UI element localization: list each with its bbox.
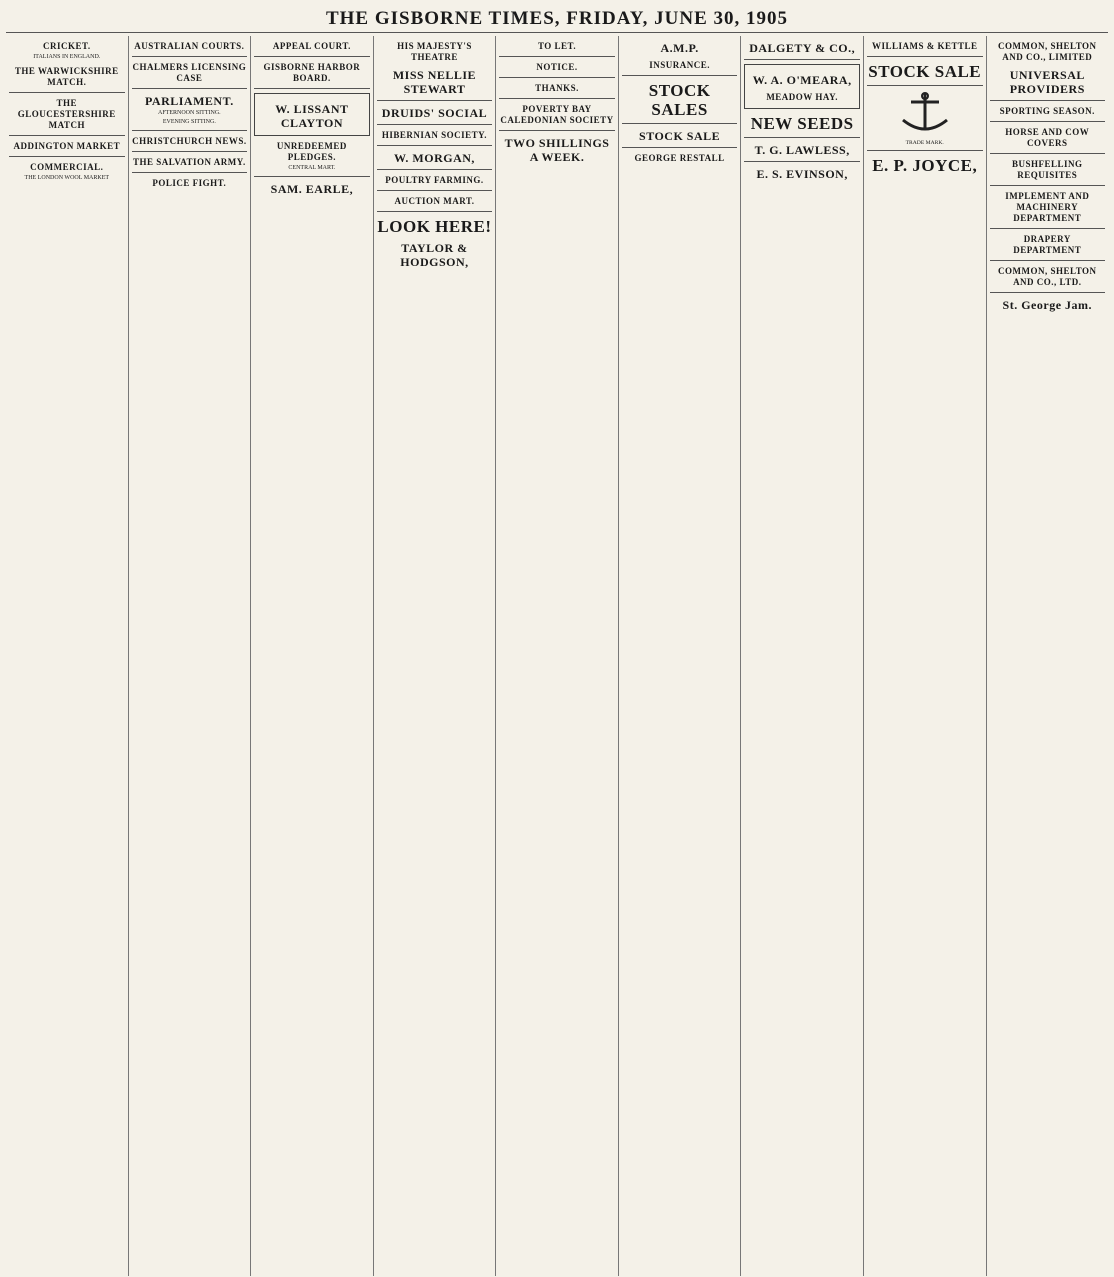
divider [499,130,615,131]
heading: COMMON, SHELTON AND CO., LTD. [998,266,1097,287]
heading: AUCTION MART. [394,196,475,206]
heading: DALGETY & CO., [749,41,856,55]
divider [867,56,983,57]
heading: CRICKET. [42,41,91,51]
heading: BUSHFELLING REQUISITES [1012,159,1083,180]
heading: CHALMERS LICENSING CASE [132,62,247,83]
heading: DRAPERY DEPARTMENT [1013,234,1082,255]
divider [990,260,1106,261]
divider [622,147,738,148]
heading: St. George Jam. [1002,298,1093,312]
divider [254,88,370,89]
heading: CHRISTCHURCH NEWS. [132,136,247,146]
heading: HIBERNIAN SOCIETY. [381,130,488,140]
column-9 [987,36,1109,1276]
heading: POLICE FIGHT. [152,178,227,188]
heading: COMMERCIAL. [30,162,104,172]
heading: POULTRY FARMING. [385,175,484,185]
subheading: CENTRAL MART. [288,165,336,171]
subheading: THE LONDON WOOL MARKET [24,175,110,181]
heading: LOOK HERE! [377,217,492,236]
divider [990,292,1106,293]
heading: UNIVERSAL PROVIDERS [1009,68,1085,96]
divider [499,98,615,99]
heading: DRUIDS' SOCIAL [381,106,488,120]
divider [377,145,493,146]
divider [990,121,1106,122]
heading: NOTICE. [536,62,578,72]
heading: E. S. EVINSON, [756,167,848,181]
divider [377,190,493,191]
column-3 [251,36,374,1276]
divider [744,161,860,162]
column-8 [864,36,987,1276]
column-4 [374,36,497,1276]
heading: TO LET. [537,41,577,51]
divider [9,135,125,136]
heading: T. G. LAWLESS, [754,143,850,157]
heading: THE WARWICKSHIRE MATCH. [14,66,119,87]
divider [990,228,1106,229]
advertisement [254,93,370,136]
subheading: AFTERNOON SITTING. [158,110,221,116]
divider [499,56,615,57]
columns [6,36,1108,1276]
divider [132,88,248,89]
subheading: EVENING SITTING. [162,119,216,125]
heading: STOCK SALE [639,129,721,143]
heading: A.M.P. [660,41,699,55]
divider [132,172,248,173]
heading: W. MORGAN, [394,151,475,165]
heading: STOCK SALE [868,62,982,81]
column-2 [129,36,252,1276]
heading: STOCK SALES [648,81,711,119]
heading: INSURANCE. [649,60,710,70]
heading: THE GLOUCESTERSHIRE MATCH [17,98,116,130]
divider [867,85,983,86]
heading: NEW SEEDS [750,114,854,133]
heading: W. LISSANT CLAYTON [275,102,349,130]
divider [744,59,860,60]
trade-mark-label: TRADE MARK. [905,140,944,146]
heading: E. P. JOYCE, [872,156,978,176]
divider [377,211,493,212]
heading: APPEAL COURT. [272,41,351,51]
heading: AUSTRALIAN COURTS. [134,41,245,51]
heading: W. A. O'MEARA, [752,73,852,87]
heading: IMPLEMENT AND MACHINERY DEPARTMENT [1005,191,1090,223]
column-5 [496,36,619,1276]
divider [744,137,860,138]
masthead: THE GISBORNE TIMES, FRIDAY, JUNE 30, 1905 [6,6,1108,33]
heading: POVERTY BAY CALEDONIAN SOCIETY [500,104,614,125]
heading: MISS NELLIE STEWART [392,68,477,96]
heading: WILLIAMS & KETTLE [871,41,978,51]
divider [254,56,370,57]
heading: SPORTING SEASON. [999,106,1095,116]
anchor-trademark-icon [885,90,965,136]
divider [132,151,248,152]
divider [377,169,493,170]
divider [990,100,1106,101]
heading: TAYLOR & HODGSON, [400,241,469,269]
heading: HIS MAJESTY'S THEATRE [397,41,472,62]
divider [990,153,1106,154]
divider [254,176,370,177]
divider [377,124,493,125]
heading: UNREDEEMED PLEDGES. [276,141,347,162]
column-1 [6,36,129,1276]
heading: GISBORNE HARBOR BOARD. [263,62,361,83]
column-6 [619,36,742,1276]
heading: MEADOW HAY. [766,92,838,102]
heading: THANKS. [535,83,579,93]
divider [622,123,738,124]
heading: HORSE AND COW COVERS [1005,127,1090,148]
divider [132,56,248,57]
divider [9,156,125,157]
divider [990,185,1106,186]
heading: PARLIAMENT. [144,94,234,108]
divider [622,75,738,76]
divider [132,130,248,131]
heading: THE SALVATION ARMY. [132,157,246,167]
heading: ADDINGTON MARKET [13,141,121,151]
divider [9,92,125,93]
column-7 [741,36,864,1276]
divider [867,150,983,151]
subheading: ITALIANS IN ENGLAND. [33,54,101,60]
divider [499,77,615,78]
heading: TWO SHILLINGS A WEEK. [504,136,610,164]
heading: SAM. EARLE, [270,182,354,196]
divider [377,100,493,101]
heading: GEORGE RESTALL [634,153,725,163]
advertisement [744,64,860,109]
heading: COMMON, SHELTON AND CO., LIMITED [998,41,1097,62]
